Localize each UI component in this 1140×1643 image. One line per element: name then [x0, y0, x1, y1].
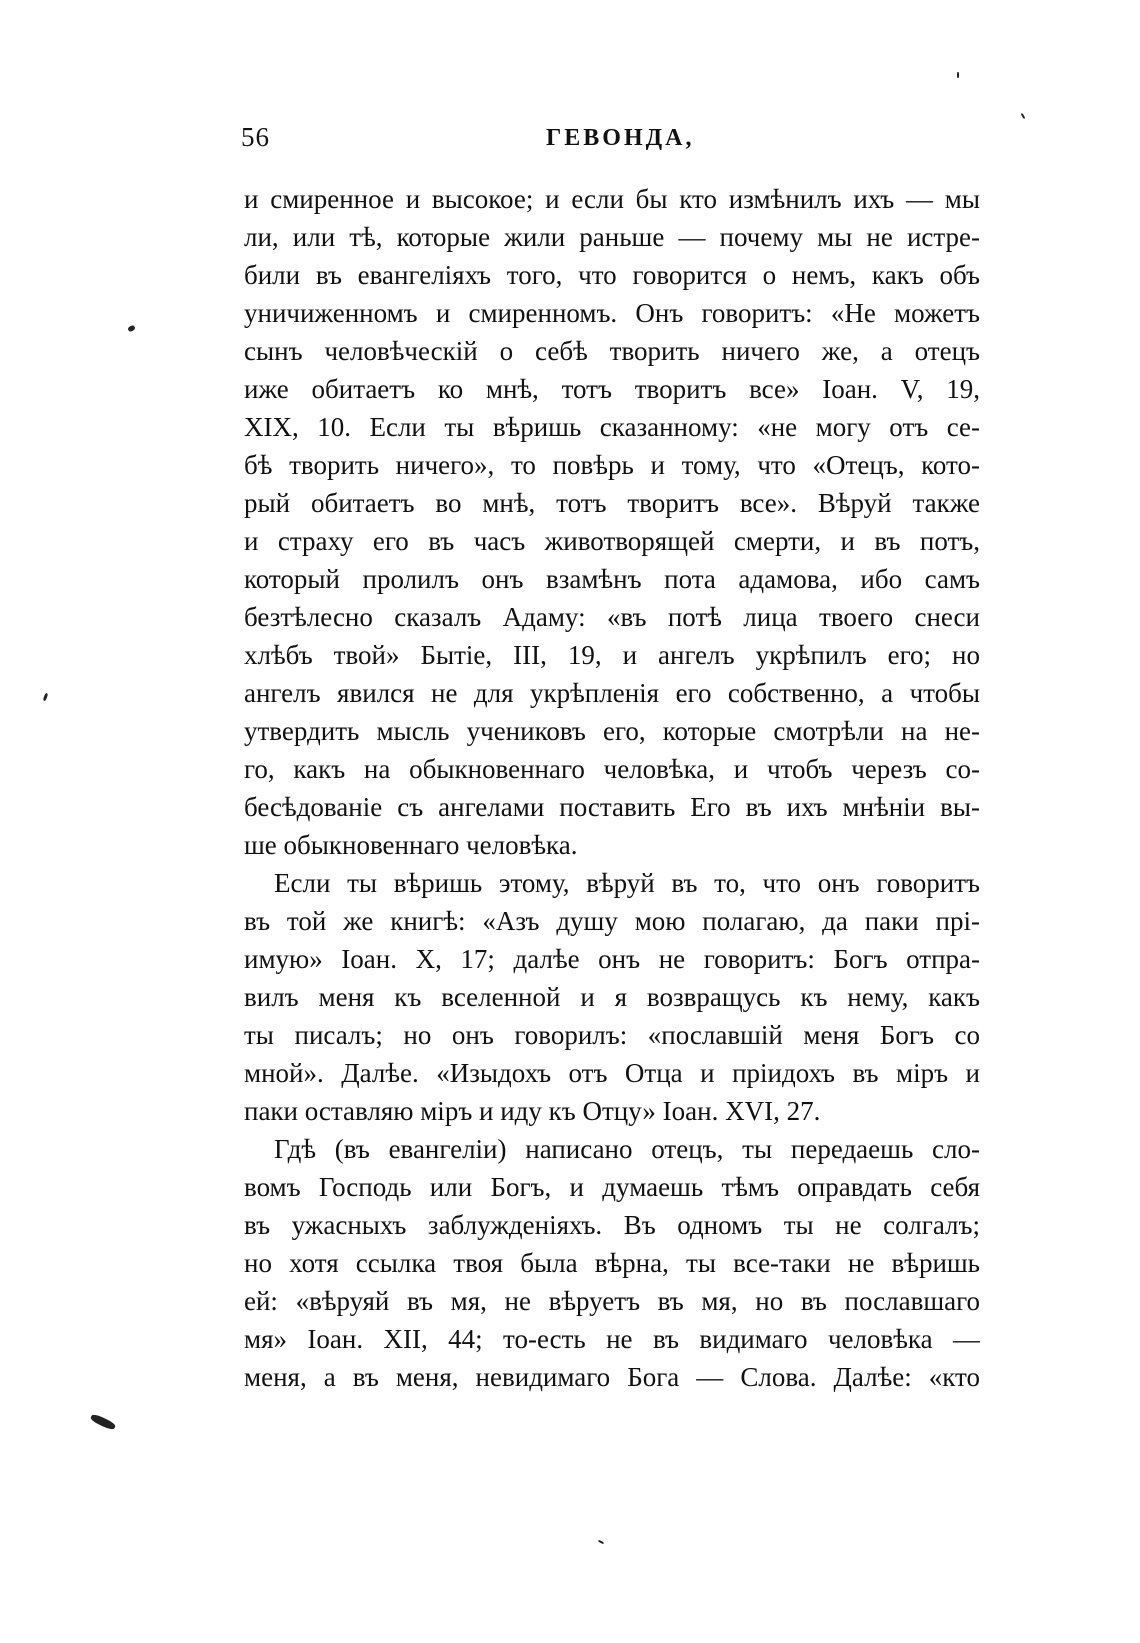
text-line: ей: «вѣруяй въ мя, не вѣруетъ въ мя, но въ пославшаго	[244, 1286, 980, 1316]
body-text	[244, 180, 980, 1396]
scan-speck	[127, 325, 136, 333]
text-line: сынъ человѣческій о себѣ творить ничего же, а отецъ	[244, 336, 980, 366]
text-line: безтѣлесно сказалъ Адаму: «въ потѣ лица твоего снеси	[244, 602, 980, 632]
text-line: Гдѣ (въ евангеліи) написано отецъ, ты передаешь сло-	[274, 1134, 980, 1164]
scan-speck	[598, 1540, 604, 1545]
text-line: паки оставляю міръ и иду къ Отцу» Іоан. XVI, 27.	[244, 1096, 821, 1126]
text-line: и страху его въ часъ животворящей смерти, и въ потъ,	[244, 526, 980, 556]
page-number: 56	[241, 122, 270, 152]
running-title: ГЕВОНДА,	[546, 125, 695, 151]
text-line: мной». Далѣе. «Изыдохъ отъ Отца и пріидохъ въ міръ и	[244, 1058, 980, 1088]
text-line: въ ужасныхъ заблужденіяхъ. Въ одномъ ты не солгалъ;	[244, 1210, 980, 1240]
text-line: хлѣбъ твой» Бытіе, III, 19, и ангелъ укрѣпилъ его; но	[244, 640, 980, 670]
text-line: но хотя ссылка твоя была вѣрна, ты все-таки не вѣришь	[244, 1248, 980, 1278]
text-line: рый обитаетъ во мнѣ, тотъ творитъ все». Вѣруй также	[244, 488, 980, 518]
text-line: вомъ Господь или Богъ, и думаешь тѣмъ оправдать себя	[244, 1172, 980, 1202]
text-line: который пролилъ онъ взамѣнъ пота адамова, ибо самъ	[244, 564, 980, 594]
text-line: Если ты вѣришь этому, вѣруй въ то, что онъ говоритъ	[274, 868, 980, 898]
text-line: ли, или тѣ, которые жили раньше — почему мы не истре-	[244, 222, 980, 252]
text-line: го, какъ на обыкновеннаго человѣка, и чтобъ черезъ со-	[244, 754, 980, 784]
text-line: уничиженномъ и смиренномъ. Онъ говоритъ: «Не можетъ	[244, 298, 980, 328]
text-line: въ той же книгѣ: «Азъ душу мою полагаю, да паки прі-	[244, 906, 980, 936]
text-line: бесѣдованіе съ ангелами поставить Его въ ихъ мнѣніи вы-	[244, 792, 980, 822]
scan-speck	[43, 693, 49, 702]
text-line: мя» Іоан. XII, 44; то-есть не въ видимаго человѣка —	[244, 1324, 980, 1354]
text-line: ше обыкновеннаго человѣка.	[244, 830, 578, 860]
paragraph	[244, 180, 980, 864]
text-line: ты писалъ; но онъ говорилъ: «пославшій меня Богъ со	[244, 1020, 980, 1050]
scan-speck	[957, 72, 959, 78]
paragraph	[244, 864, 980, 1130]
text-line: бѣ творить ничего», то повѣрь и тому, что «Отецъ, кото-	[244, 450, 980, 480]
text-line: и смиренное и высокое; и если бы кто измѣнилъ ихъ — мы	[244, 184, 980, 214]
text-line: били въ евангеліяхъ того, что говорится о немъ, какъ объ	[244, 260, 980, 290]
text-line: иже обитаетъ ко мнѣ, тотъ творитъ все» Іоан. V, 19,	[244, 374, 980, 404]
text-line: утвердить мысль учениковъ его, которые смотрѣли на не-	[244, 716, 980, 746]
scan-speck	[1021, 113, 1026, 119]
text-line: имую» Іоан. X, 17; далѣе онъ не говоритъ: Богъ отпра-	[244, 944, 980, 974]
paragraph	[244, 1130, 980, 1396]
text-line: XIX, 10. Если ты вѣришь сказанному: «не могу отъ се-	[244, 412, 980, 442]
text-line: меня, а въ меня, невидимаго Бога — Слова. Далѣе: «кто	[244, 1362, 980, 1392]
text-line: ангелъ явился не для укрѣпленія его собственно, а чтобы	[244, 678, 980, 708]
scan-speck	[90, 1413, 117, 1431]
text-line: вилъ меня къ вселенной и я возвращусь къ нему, какъ	[244, 982, 980, 1012]
